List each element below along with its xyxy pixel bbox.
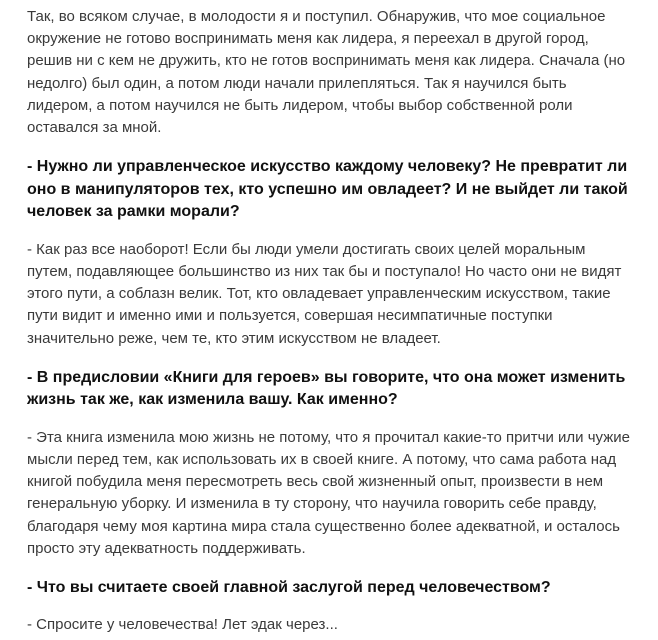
answer-paragraph: - Эта книга изменила мою жизнь не потому, что я прочитал какие-то притчи или чужие мысли перед тем, как использовать их в своей книге. А потому, что сама работа над книгой побудила меня пересмотреть весь свой жизненный опыт, произвести в нем генеральную уборку. И изменила в ту сторону, что научила говорить себе правду, благодаря чему моя картина мира стала существенно более адекватной, и осталось просто эту адекватность поддерживать. <box>27 428 630 557</box>
question-heading: - Что вы считаете своей главной заслугой перед человечеством? <box>27 578 551 596</box>
answer-paragraph: Так, во всяком случае, в молодости я и поступил. Обнаружив, что мое социальное окружение не готово воспринимать меня как лидера, я переехал в другой город, решив ни с кем не дружить, кто не готов воспринимать меня как лидера. Сначала (но недолго) был один, а потом люди начали прилепляться. Так я научился быть лидером, а потом научился не быть лидером, чтобы выбор собственной роли оставался за мной. <box>27 8 626 137</box>
answer-paragraph: - Спросите у человечества! Лет эдак через... <box>27 616 338 634</box>
answer-paragraph: - Как раз все наоборот! Если бы люди умели достигать своих целей моральным путем, подавляющее большинство из них так бы и поступало! Но часто они не видят этого пути, а соблазн велик. Тот, кто овладевает управленческим искусством, такие пути видит и именно ими и пользуется, совершая несимпатичные поступки значительно реже, чем те, кто этим искусством не владеет. <box>27 240 622 347</box>
question-heading: - Нужно ли управленческое искусство каждому человеку? Не превратит ли оно в манипуляторов тех, кто успешно им овладеет? И не выйдет ли такой человек за рамки морали? <box>27 158 628 221</box>
question-heading: - В предисловии «Книги для героев» вы говорите, что она может изменить жизнь так же, как изменила вашу. Как именно? <box>27 368 626 409</box>
